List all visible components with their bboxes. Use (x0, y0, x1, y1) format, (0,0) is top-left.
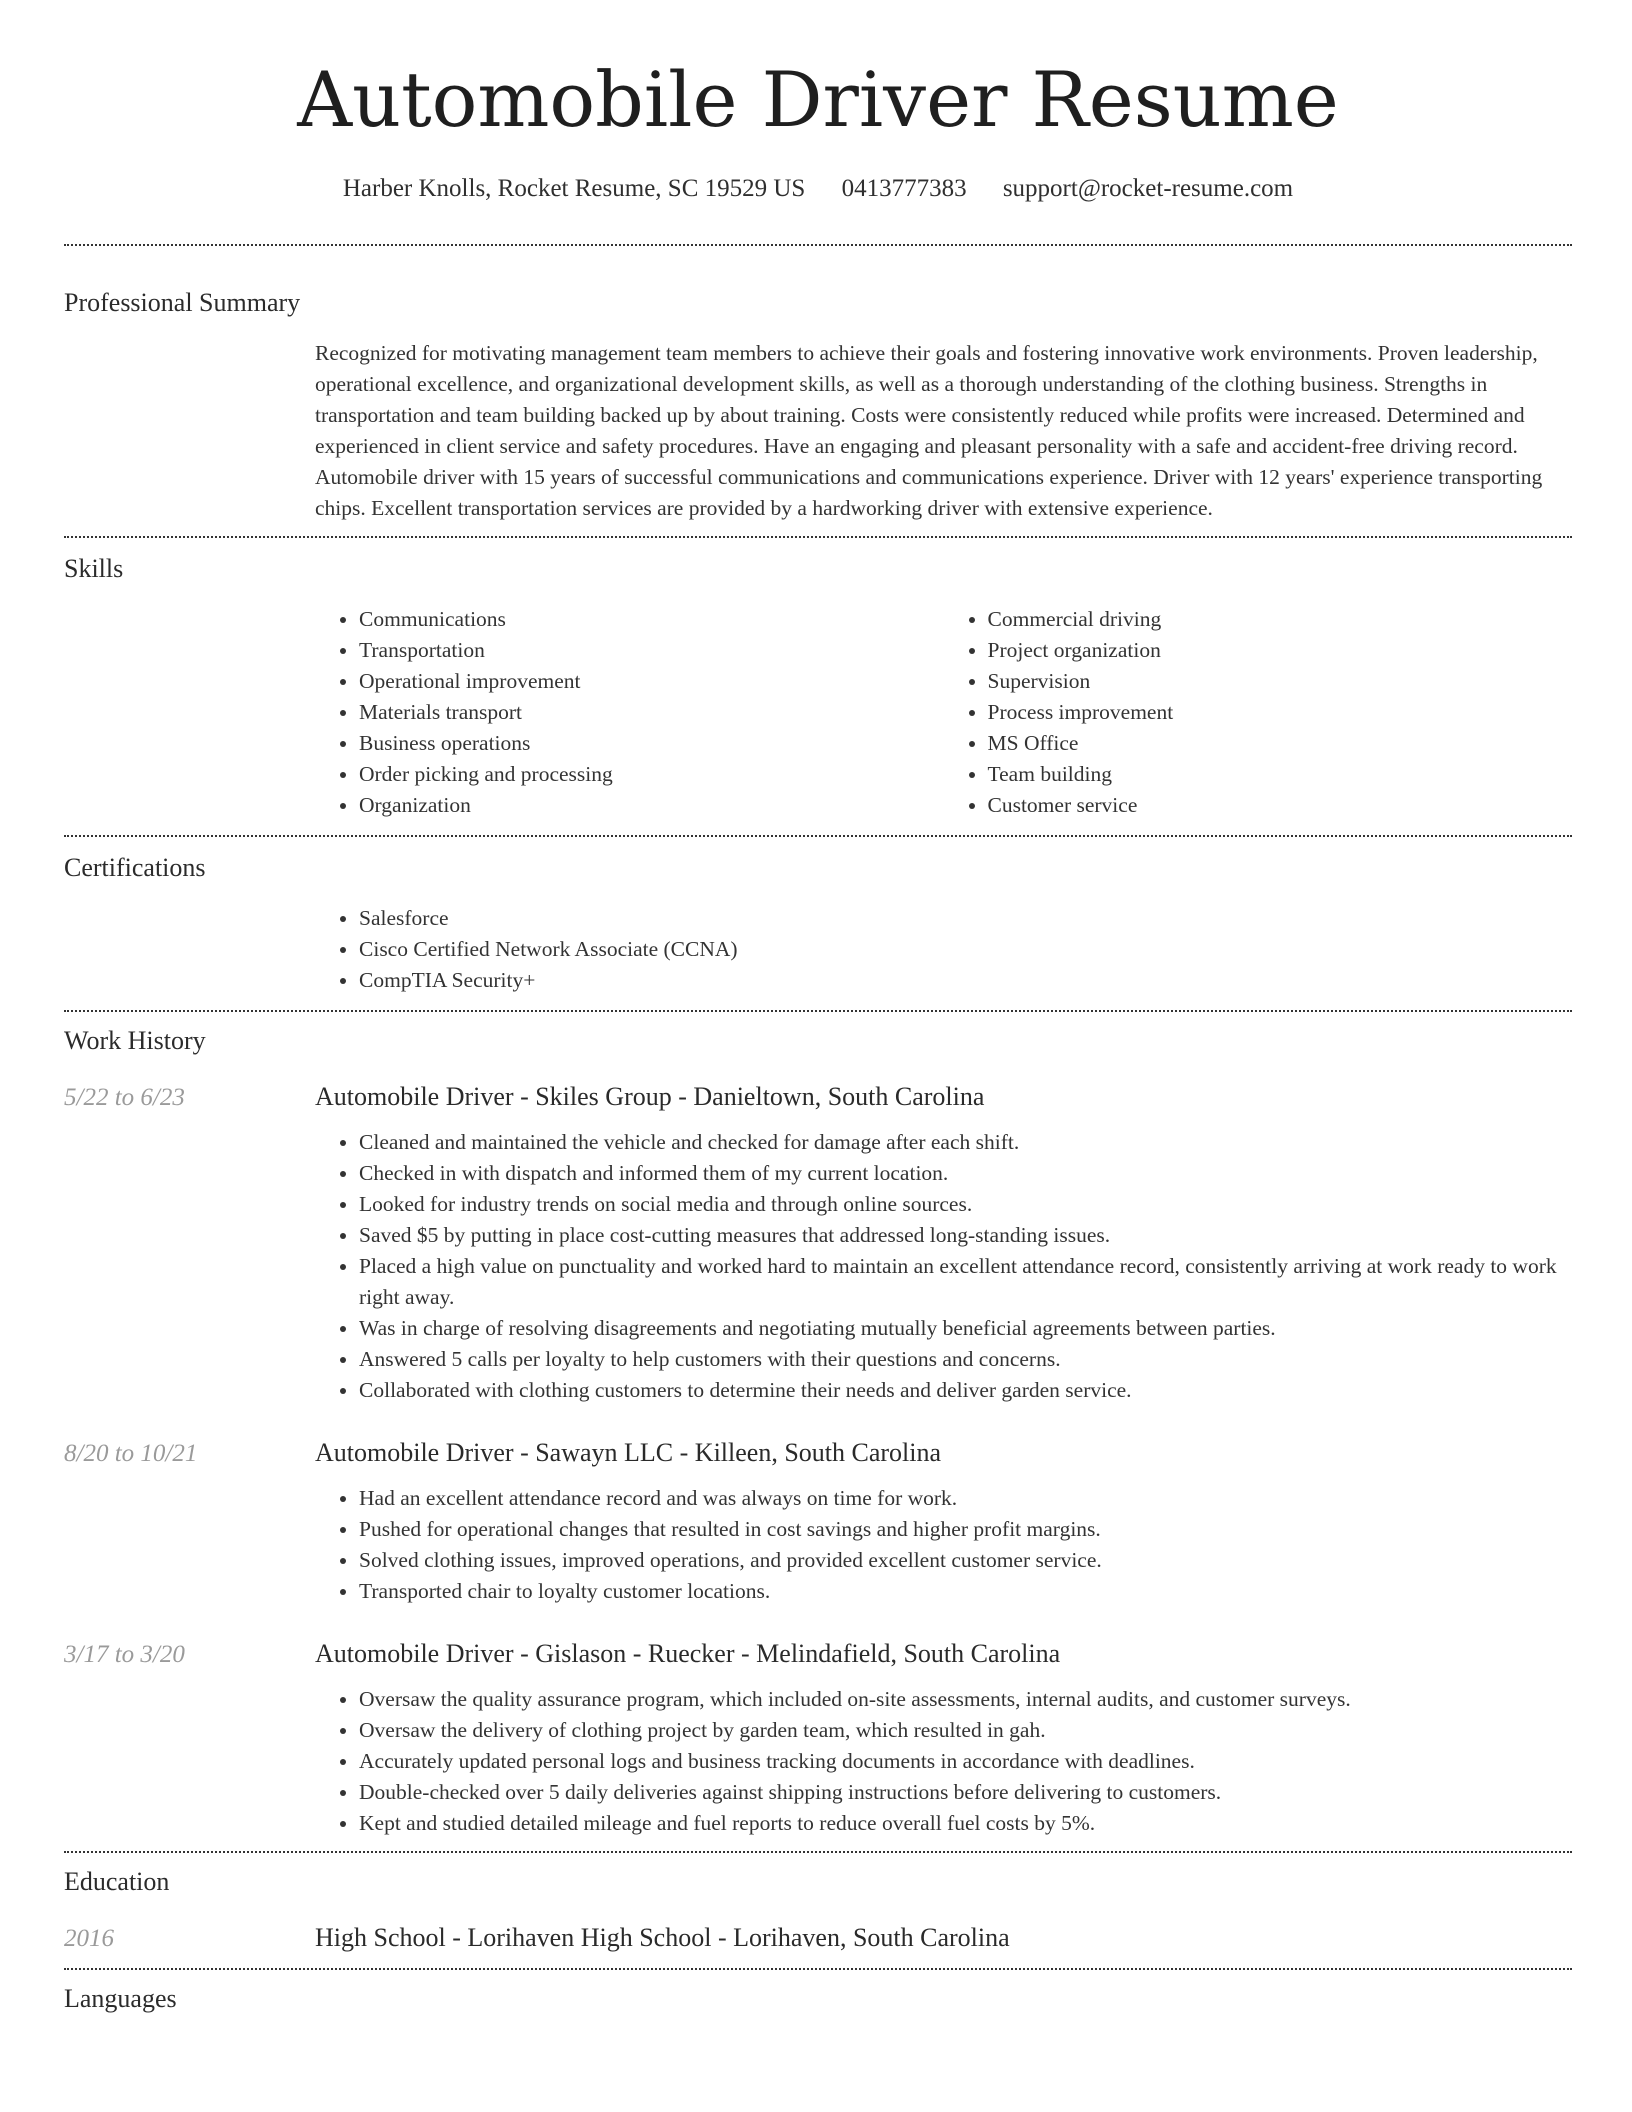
certification-item: • CompTIA Security+ (359, 965, 1572, 996)
job-entry (64, 1637, 1572, 1851)
job-entry (64, 1080, 1572, 1406)
skill-item: • Project organization (988, 635, 1573, 666)
certification-item: • Salesforce (359, 903, 1572, 934)
job-bullet: • Collaborated with clothing customers to determine their needs and deliver garden service. (359, 1375, 1572, 1406)
job-date: 8/20 to 10/21 (64, 1440, 198, 1467)
education-section (64, 1853, 1572, 1968)
job-date: 5/22 to 6/23 (64, 1084, 185, 1111)
job-bullet: • Oversaw the delivery of clothing project by garden team, which resulted in gah. (359, 1715, 1572, 1746)
skill-item: • Commercial driving (988, 604, 1573, 635)
job-bullet: • Saved $5 by putting in place cost-cutting measures that addressed long-standing issues. (359, 1220, 1572, 1251)
job-bullet: • Looked for industry trends on social media and through online sources. (359, 1189, 1572, 1220)
job-bullet: • Checked in with dispatch and informed them of my current location. (359, 1158, 1572, 1189)
certifications-content (315, 903, 1572, 1010)
job-bullet: • Transported chair to loyalty customer locations. (359, 1576, 1572, 1607)
job-entry (64, 1436, 1572, 1607)
certifications-list (315, 903, 1572, 996)
education-date: 2016 (64, 1925, 114, 1952)
contact-email: support@rocket-resume.com (1002, 175, 1294, 202)
skill-item: • MS Office (988, 728, 1573, 759)
job-title: Automobile Driver - Sawayn LLC - Killeen, South Carolina (315, 1438, 942, 1467)
work-history-section (64, 1012, 1572, 1851)
job-date: 3/17 to 3/20 (64, 1641, 185, 1668)
section-heading-summary: Professional Summary (64, 288, 301, 317)
section-heading-languages: Languages (64, 1984, 177, 2013)
skill-item: • Operational improvement (359, 666, 944, 697)
skill-item: • Materials transport (359, 697, 944, 728)
skill-item: • Organization (359, 790, 944, 821)
skills-columns (315, 604, 1572, 835)
skill-item: • Process improvement (988, 697, 1573, 728)
job-bullet: • Solved clothing issues, improved operations, and provided excellent customer service. (359, 1545, 1572, 1576)
skill-item: • Order picking and processing (359, 759, 944, 790)
section-heading-skills: Skills (64, 554, 124, 583)
contact-line (64, 172, 1572, 206)
certifications-section (64, 837, 1572, 1010)
section-heading-work: Work History (64, 1026, 206, 1055)
resume-title: Automobile Driver Resume (297, 55, 1339, 144)
job-bullet: • Had an excellent attendance record and was always on time for work. (359, 1483, 1572, 1514)
job-bullet: • Cleaned and maintained the vehicle and checked for damage after each shift. (359, 1127, 1572, 1158)
job-bullet: • Placed a high value on punctuality and worked hard to maintain an excellent attendance record, consistently arriving at work ready to work right away. (359, 1251, 1572, 1313)
contact-address: Harber Knolls, Rocket Resume, SC 19529 US (342, 175, 806, 202)
job-bullet: • Pushed for operational changes that resulted in cost savings and higher profit margins. (359, 1514, 1572, 1545)
job-bullets (315, 1483, 1572, 1607)
section-heading-certifications: Certifications (64, 853, 206, 882)
section-heading-education: Education (64, 1867, 170, 1896)
resume-page (64, 0, 1572, 2016)
certification-item: • Cisco Certified Network Associate (CCNA) (359, 934, 1572, 965)
job-title: Automobile Driver - Skiles Group - Danieltown, South Carolina (315, 1082, 985, 1111)
skills-list-left (315, 604, 944, 821)
summary-text: Recognized for motivating management team members to achieve their goals and fostering innovative work environments. Proven leadership, operational excellence, and organizational development skills, as well as a thorough understanding of the clothing business. Strengths in transportation and team building backed up by about training. Costs were consistently reduced while profits were increased. Determined and experienced in client service and safety procedures. Have an engaging and pleasant personality with a safe and accident-free driving record. Automobile driver with 15 years of successful communications and communications experience. Driver with 12 years' experience transporting chips. Excellent transportation services are provided by a hardworking driver with extensive experience. (315, 341, 1543, 520)
job-title: Automobile Driver - Gislason - Ruecker - Melindafield, South Carolina (315, 1639, 1061, 1668)
job-bullets (315, 1127, 1572, 1406)
job-bullet: • Was in charge of resolving disagreements and negotiating mutually beneficial agreements between parties. (359, 1313, 1572, 1344)
job-bullet: • Double-checked over 5 daily deliveries against shipping instructions before delivering to customers. (359, 1777, 1572, 1808)
skill-item: • Transportation (359, 635, 944, 666)
job-bullet: • Kept and studied detailed mileage and fuel reports to reduce overall fuel costs by 5%. (359, 1808, 1572, 1839)
contact-phone: 0413777383 (841, 175, 967, 202)
skills-section (64, 538, 1572, 835)
skill-item: • Business operations (359, 728, 944, 759)
skills-list-right (944, 604, 1573, 821)
skill-item: • Communications (359, 604, 944, 635)
skill-item: • Team building (988, 759, 1573, 790)
education-entry (64, 1921, 1572, 1968)
job-bullet: • Accurately updated personal logs and business tracking documents in accordance with deadlines. (359, 1746, 1572, 1777)
summary-section (64, 246, 1572, 536)
job-bullets (315, 1684, 1572, 1851)
languages-section (64, 1970, 1572, 2016)
job-bullet: • Oversaw the quality assurance program, which included on-site assessments, internal audits, and customer surveys. (359, 1684, 1572, 1715)
job-bullet: • Answered 5 calls per loyalty to help customers with their questions and concerns. (359, 1344, 1572, 1375)
education-title: High School - Lorihaven High School - Lorihaven, South Carolina (315, 1923, 1010, 1952)
skill-item: • Supervision (988, 666, 1573, 697)
skill-item: • Customer service (988, 790, 1573, 821)
